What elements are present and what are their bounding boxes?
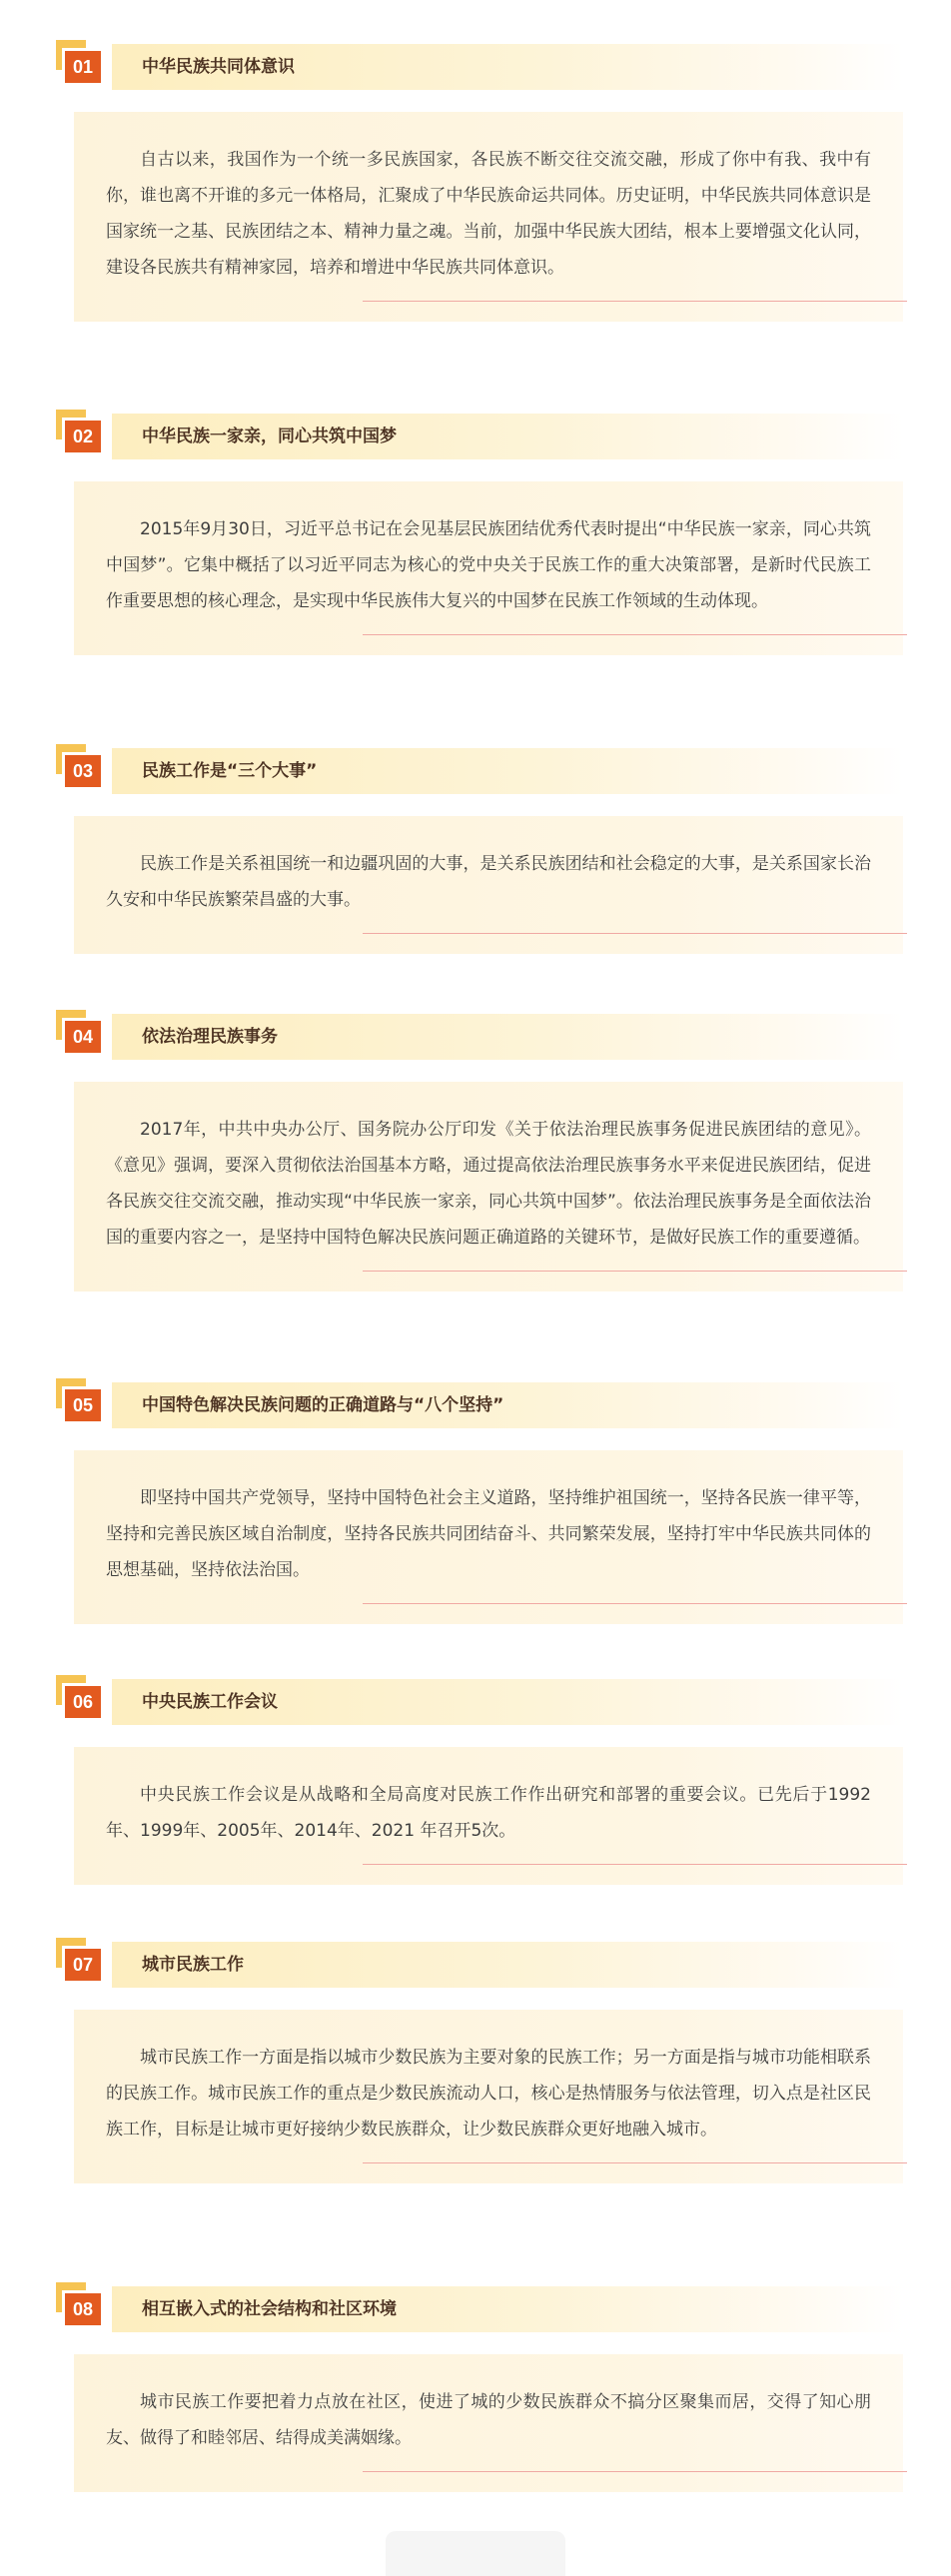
section-number: 03: [62, 752, 104, 790]
section-header: [56, 40, 903, 94]
section-header: [56, 1010, 903, 1064]
section-02: [56, 410, 903, 655]
section-body: [74, 2354, 903, 2492]
number-badge: [56, 1675, 106, 1729]
accent-line: [363, 2471, 907, 2472]
section-header: [56, 2282, 903, 2336]
accent-line: [363, 933, 907, 934]
number-badge: [56, 1378, 106, 1432]
section-body: [74, 1082, 903, 1291]
section-title: 城市民族工作: [142, 1955, 244, 1975]
section-body: [74, 1747, 903, 1885]
section-number: 04: [62, 1018, 104, 1056]
section-title: 相互嵌入式的社会结构和社区环境: [142, 2299, 397, 2319]
number-badge: [56, 410, 106, 463]
section-number: 05: [62, 1386, 104, 1424]
section-text: 2015年9月30日，习近平总书记在会见基层民族团结优秀代表时提出“中华民族一家亲，同心共筑中国梦”。它集中概括了以习近平同志为核心的党中央关于民族工作的重大决策部署，是新时代民族工作重要思想的核心理念，是实现中华民族伟大复兴的中国梦在民族工作领域的生动体现。: [106, 519, 871, 611]
section-body: [74, 481, 903, 655]
section-body: [74, 2010, 903, 2183]
section-header: [56, 1378, 903, 1432]
section-number: 07: [62, 1946, 104, 1984]
accent-line: [363, 2162, 907, 2163]
section-05: [56, 1378, 903, 1624]
section-body: [74, 1450, 903, 1624]
section-header: [56, 1938, 903, 1992]
section-title: 中华民族一家亲，同心共筑中国梦: [142, 427, 397, 446]
bottom-tab: [386, 2531, 565, 2576]
section-number: 01: [62, 48, 104, 86]
section-number: 08: [62, 2290, 104, 2328]
number-badge: [56, 1938, 106, 1992]
section-number: 02: [62, 418, 104, 455]
section-number: 06: [62, 1683, 104, 1721]
section-04: [56, 1010, 903, 1291]
section-text: 城市民族工作要把着力点放在社区，使进了城的少数民族群众不搞分区聚集而居，交得了知心朋友、做得了和睦邻居、结得成美满姻缘。: [106, 2392, 871, 2448]
section-body: [74, 112, 903, 322]
section-header: [56, 744, 903, 798]
number-badge: [56, 2282, 106, 2336]
number-badge: [56, 1010, 106, 1064]
number-badge: [56, 40, 106, 94]
section-title: 中华民族共同体意识: [142, 57, 295, 77]
section-03: [56, 744, 903, 954]
section-text: 即坚持中国共产党领导，坚持中国特色社会主义道路，坚持维护祖国统一，坚持各民族一律平等，坚持和完善民族区域自治制度，坚持各民族共同团结奋斗、共同繁荣发展，坚持打牢中华民族共同体的思想基础，坚持依法治国。: [106, 1488, 871, 1580]
section-body: [74, 816, 903, 954]
section-text: 2017年，中共中央办公厅、国务院办公厅印发《关于依法治理民族事务促进民族团结的意见》。《意见》强调，要深入贯彻依法治国基本方略，通过提高依法治理民族事务水平来促进民族团结，促进各民族交往交流交融，推动实现“中华民族一家亲，同心共筑中国梦”。依法治理民族事务是全面依法治国的重要内容之一，是坚持中国特色解决民族问题正确道路的关键环节，是做好民族工作的重要遵循。: [106, 1120, 871, 1248]
section-text: 城市民族工作一方面是指以城市少数民族为主要对象的民族工作；另一方面是指与城市功能相联系的民族工作。城市民族工作的重点是少数民族流动人口，核心是热情服务与依法管理，切入点是社区民族工作，目标是让城市更好接纳少数民族群众，让少数民族群众更好地融入城市。: [106, 2048, 871, 2140]
section-text: 自古以来，我国作为一个统一多民族国家，各民族不断交往交流交融，形成了你中有我、我中有你，谁也离不开谁的多元一体格局，汇聚成了中华民族命运共同体。历史证明，中华民族共同体意识是国家统一之基、民族团结之本、精神力量之魂。当前，加强中华民族大团结，根本上要增强文化认同，建设各民族共有精神家园，培养和增进中华民族共同体意识。: [106, 150, 871, 278]
section-header: [56, 1675, 903, 1729]
number-badge: [56, 744, 106, 798]
section-title: 中国特色解决民族问题的正确道路与“八个坚持”: [142, 1395, 504, 1415]
accent-line: [363, 1864, 907, 1865]
section-header: [56, 410, 903, 463]
accent-line: [363, 634, 907, 635]
section-title: 民族工作是“三个大事”: [142, 761, 318, 781]
section-text: 中央民族工作会议是从战略和全局高度对民族工作作出研究和部署的重要会议。已先后于1992年、1999年、2005年、2014年、2021 年召开5次。: [106, 1785, 871, 1841]
accent-line: [363, 301, 907, 302]
section-01: [56, 40, 903, 322]
accent-line: [363, 1603, 907, 1604]
section-07: [56, 1938, 903, 2183]
section-title: 依法治理民族事务: [142, 1027, 278, 1047]
section-08: [56, 2282, 903, 2492]
accent-line: [363, 1271, 907, 1272]
section-06: [56, 1675, 903, 1885]
section-text: 民族工作是关系祖国统一和边疆巩固的大事，是关系民族团结和社会稳定的大事，是关系国家长治久安和中华民族繁荣昌盛的大事。: [106, 854, 871, 910]
section-title: 中央民族工作会议: [142, 1692, 278, 1712]
